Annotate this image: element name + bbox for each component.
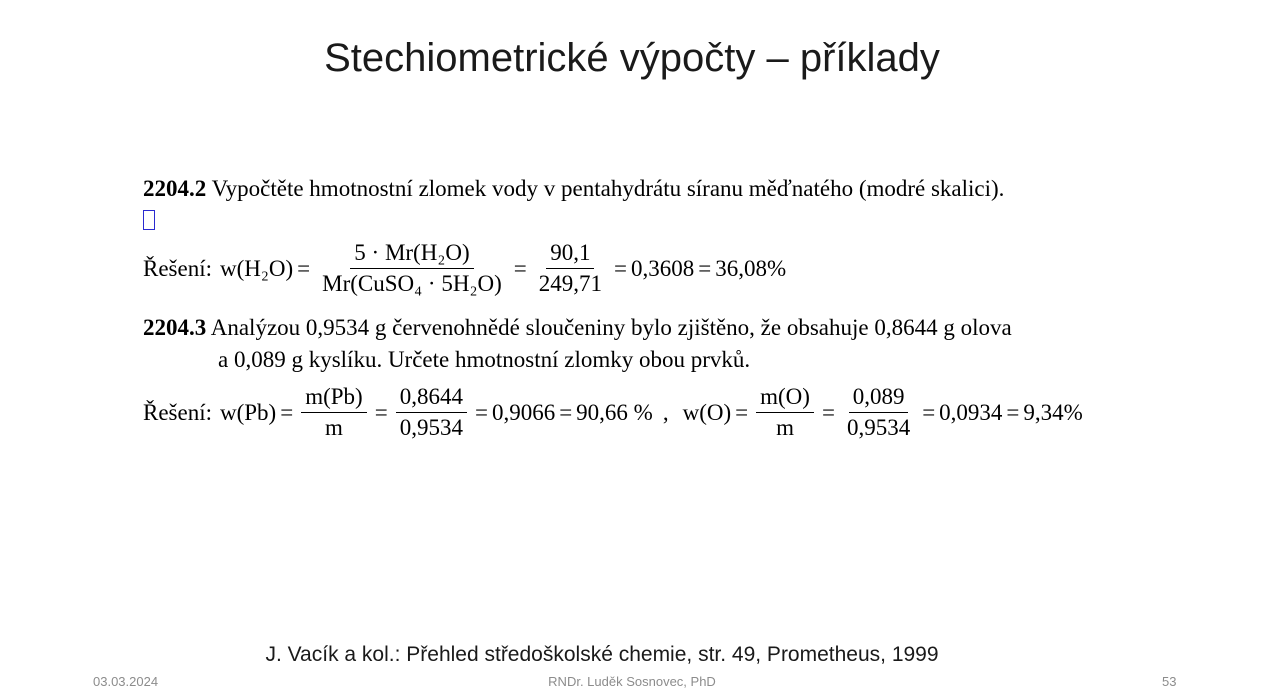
solution-2-pb-fraction-2	[396, 384, 467, 441]
solution-2-lhs-pb: w(Pb)	[220, 399, 277, 425]
equals-sign: =	[1006, 399, 1020, 425]
footer-author: RNDr. Luděk Sosnovec, PhD	[548, 674, 716, 689]
problem-2-text-line-1: Analýzou 0,9534 g červenohnědé sloučeniny bylo zjištěno, že obsahuje 0,8644 g olova	[210, 315, 1012, 340]
solution-1-fraction-2	[535, 240, 606, 297]
fraction-denominator: 0,9534	[399, 415, 463, 440]
solution-2-o-fraction-2	[843, 384, 914, 441]
fraction-numerator: 0,8644	[396, 384, 467, 413]
equals-sign: =	[559, 399, 573, 425]
solution-2-pb-result-2: 90,66 %	[576, 399, 653, 425]
equals-sign: =	[613, 255, 627, 281]
fraction-numerator: 90,1	[546, 240, 594, 269]
solution-1-equation	[143, 240, 786, 297]
solution-2-label: Řešení:	[143, 399, 212, 425]
equals-sign: =	[698, 255, 712, 281]
equals-sign: =	[513, 255, 527, 281]
fraction-numerator: 5 · Mr(H₂O)	[350, 240, 473, 269]
equals-sign: =	[280, 399, 294, 425]
equals-sign: =	[821, 399, 835, 425]
problem-1-number: 2204.2	[143, 176, 207, 201]
problem-2-number: 2204.3	[143, 315, 207, 340]
fraction-numerator: m(Pb)	[301, 384, 367, 413]
placeholder-marker-icon	[143, 210, 155, 230]
problem-2-statement	[143, 315, 1012, 341]
solution-2-lhs-o: w(O)	[682, 399, 732, 425]
solution-2-o-result-1: 0,0934	[939, 399, 1003, 425]
source-citation: J. Vacík a kol.: Přehled středoškolské chemie, str. 49, Prometheus, 1999	[265, 643, 939, 666]
equals-sign: =	[735, 399, 749, 425]
fraction-numerator: m(O)	[756, 384, 814, 413]
fraction-denominator: m	[776, 415, 794, 440]
equals-sign: =	[474, 399, 488, 425]
footer-date: 03.03.2024	[93, 674, 159, 689]
fraction-denominator: 249,71	[538, 271, 602, 296]
solution-1-result-1: 0,3608	[630, 255, 695, 281]
equals-sign: =	[922, 399, 936, 425]
fraction-denominator: 0,9534	[846, 415, 911, 440]
fraction-numerator: 0,089	[849, 384, 909, 413]
slide-title: Stechiometrické výpočty – příklady	[324, 36, 940, 80]
problem-1-statement	[143, 176, 1004, 202]
footer-page-number: 53	[1162, 674, 1177, 689]
solution-1-fraction-1	[318, 240, 506, 297]
solution-2-o-fraction-1	[756, 384, 814, 441]
solution-1-result-2: 36,08%	[715, 255, 787, 281]
solution-2-pb-fraction-1	[301, 384, 367, 441]
equals-sign: =	[297, 255, 311, 281]
solution-2-pb-result-1: 0,9066	[491, 399, 556, 425]
solution-2-o-result-2: 9,34%	[1023, 399, 1083, 425]
problem-2-text-line-2: a 0,089 g kyslíku. Určete hmotnostní zlomky obou prvků.	[218, 347, 751, 372]
fraction-denominator: m	[325, 415, 343, 440]
solution-1-label: Řešení:	[143, 255, 212, 281]
solution-2-equation	[143, 384, 1083, 441]
fraction-denominator: Mr(CuSO₄ · 5H₂O)	[322, 271, 502, 296]
problem-1-text: Vypočtěte hmotnostní zlomek vody v pentahydrátu síranu měďnatého (modré skalici).	[211, 176, 1005, 201]
solution-1-lhs: w(H₂O)	[220, 255, 294, 281]
equals-sign: =	[374, 399, 388, 425]
equation-separator: ,	[662, 399, 669, 425]
